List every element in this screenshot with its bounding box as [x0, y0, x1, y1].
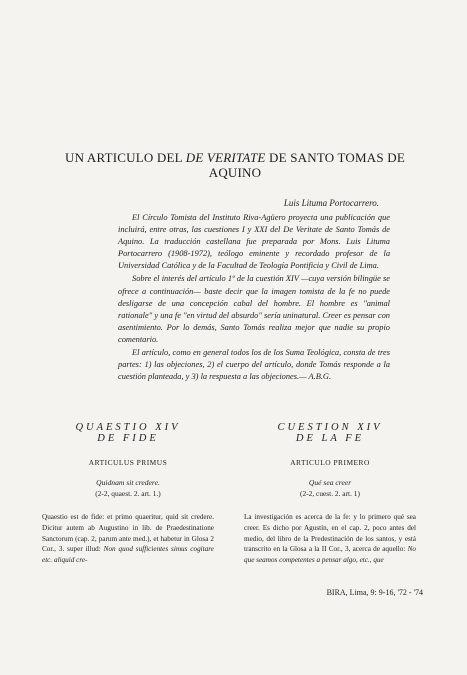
title-line2: AQUINO	[208, 165, 262, 180]
spanish-column	[244, 422, 416, 566]
spanish-reference: (2-2, cuest. 2. art. 1)	[300, 489, 360, 498]
latin-body-text: Quaestio est de fide: et primo quaeritur, quid sit credere. Dicitur autem ab Augustino in lib. de Praedestinatione Sanctorum (cap. 2, parum ante med.), et habetur in Glosa 2 Cor., 3. super illud:	[42, 513, 214, 554]
intro-paragraph-2: Sobre el interés del artículo 1º de la cuestión XIV —cuya versión bilingüe se ofrece a continuación— baste decir que la imagen tomista de la fe no puede desligarse de una concepción cabal del hombre. El hombre es "animal rationale" y una fe "en virtud del absurdo" sería uninatural. Creer es pensar con asentimiento. Por lo demás, Santo Tomás realiza mejor que nadie su propio comentario.	[118, 274, 390, 344]
introduction	[118, 212, 390, 383]
latin-column	[42, 422, 214, 566]
title-line1-start: UN ARTICULO DEL	[65, 150, 186, 165]
spanish-body	[244, 512, 416, 566]
intro-paragraph-1: El Círculo Tomista del Instituto Riva-Agüero proyecta una publicación que incluirá, entre otras, las cuestiones I y XXI del De Veritate de Santo Tomás de Aquino. La traducción castellana fue preparada por Mons. Luis Lituma Portocarrero (1908-1972), teólogo eminente y recordado profesor de la Universidad Católica y de la Facultad de Teología Pontificia y Civil de Lima.	[118, 213, 390, 271]
spanish-heading-de-la-fe: DE LA FE	[295, 433, 365, 444]
latin-articulus: ARTICULUS PRIMUS	[88, 458, 168, 467]
latin-heading-de-fide: DE FIDE	[97, 433, 159, 444]
latin-heading-quaestio: QUAESTIO XIV	[75, 422, 181, 433]
author-line: Luis Lituma Portocarrero.	[283, 198, 379, 208]
article-title	[40, 150, 430, 180]
spanish-body-italic: No que seamos competentes a pensar algo, etc., que	[244, 545, 416, 565]
latin-question: Quidnam sit credere.	[96, 478, 160, 487]
intro-paragraph-3: El artículo, como en general todos los de los Suma Teológica, consta de tres partes: 1) las objeciones, 2) el cuerpo del artículo, donde Tomás responde a la cuestión planteada, y 3) la respuesta a las objeciones.— A.B.G.	[118, 348, 390, 382]
page-folio: BIRA, Lima, 9: 9-16, '72 - '74	[326, 588, 423, 597]
title-line1-end: DE SANTO TOMAS DE	[265, 150, 405, 165]
latin-body	[42, 512, 214, 566]
spanish-body-text: La investigación es acerca de la fe: y lo primero qué sea creer. Es dicho por Agustín, en el cap. 2, poco antes del medio, del libro de la Predestinación de los santos, y está transcrito en la Glosa a la II Cor., 3, acerca de aquello:	[244, 513, 416, 554]
latin-reference: (2-2, quaest. 2. art. 1.)	[95, 489, 161, 498]
spanish-question: Qué sea creer	[308, 478, 352, 487]
spanish-articulo: ARTICULO PRIMERO	[290, 458, 370, 467]
title-line1-italic: DE VERITATE	[185, 150, 266, 165]
latin-body-italic: Non quod sufficientes simus cogitare etc. aliquid cre-	[42, 545, 214, 565]
spanish-heading-cuestion: CUESTION XIV	[277, 422, 383, 433]
